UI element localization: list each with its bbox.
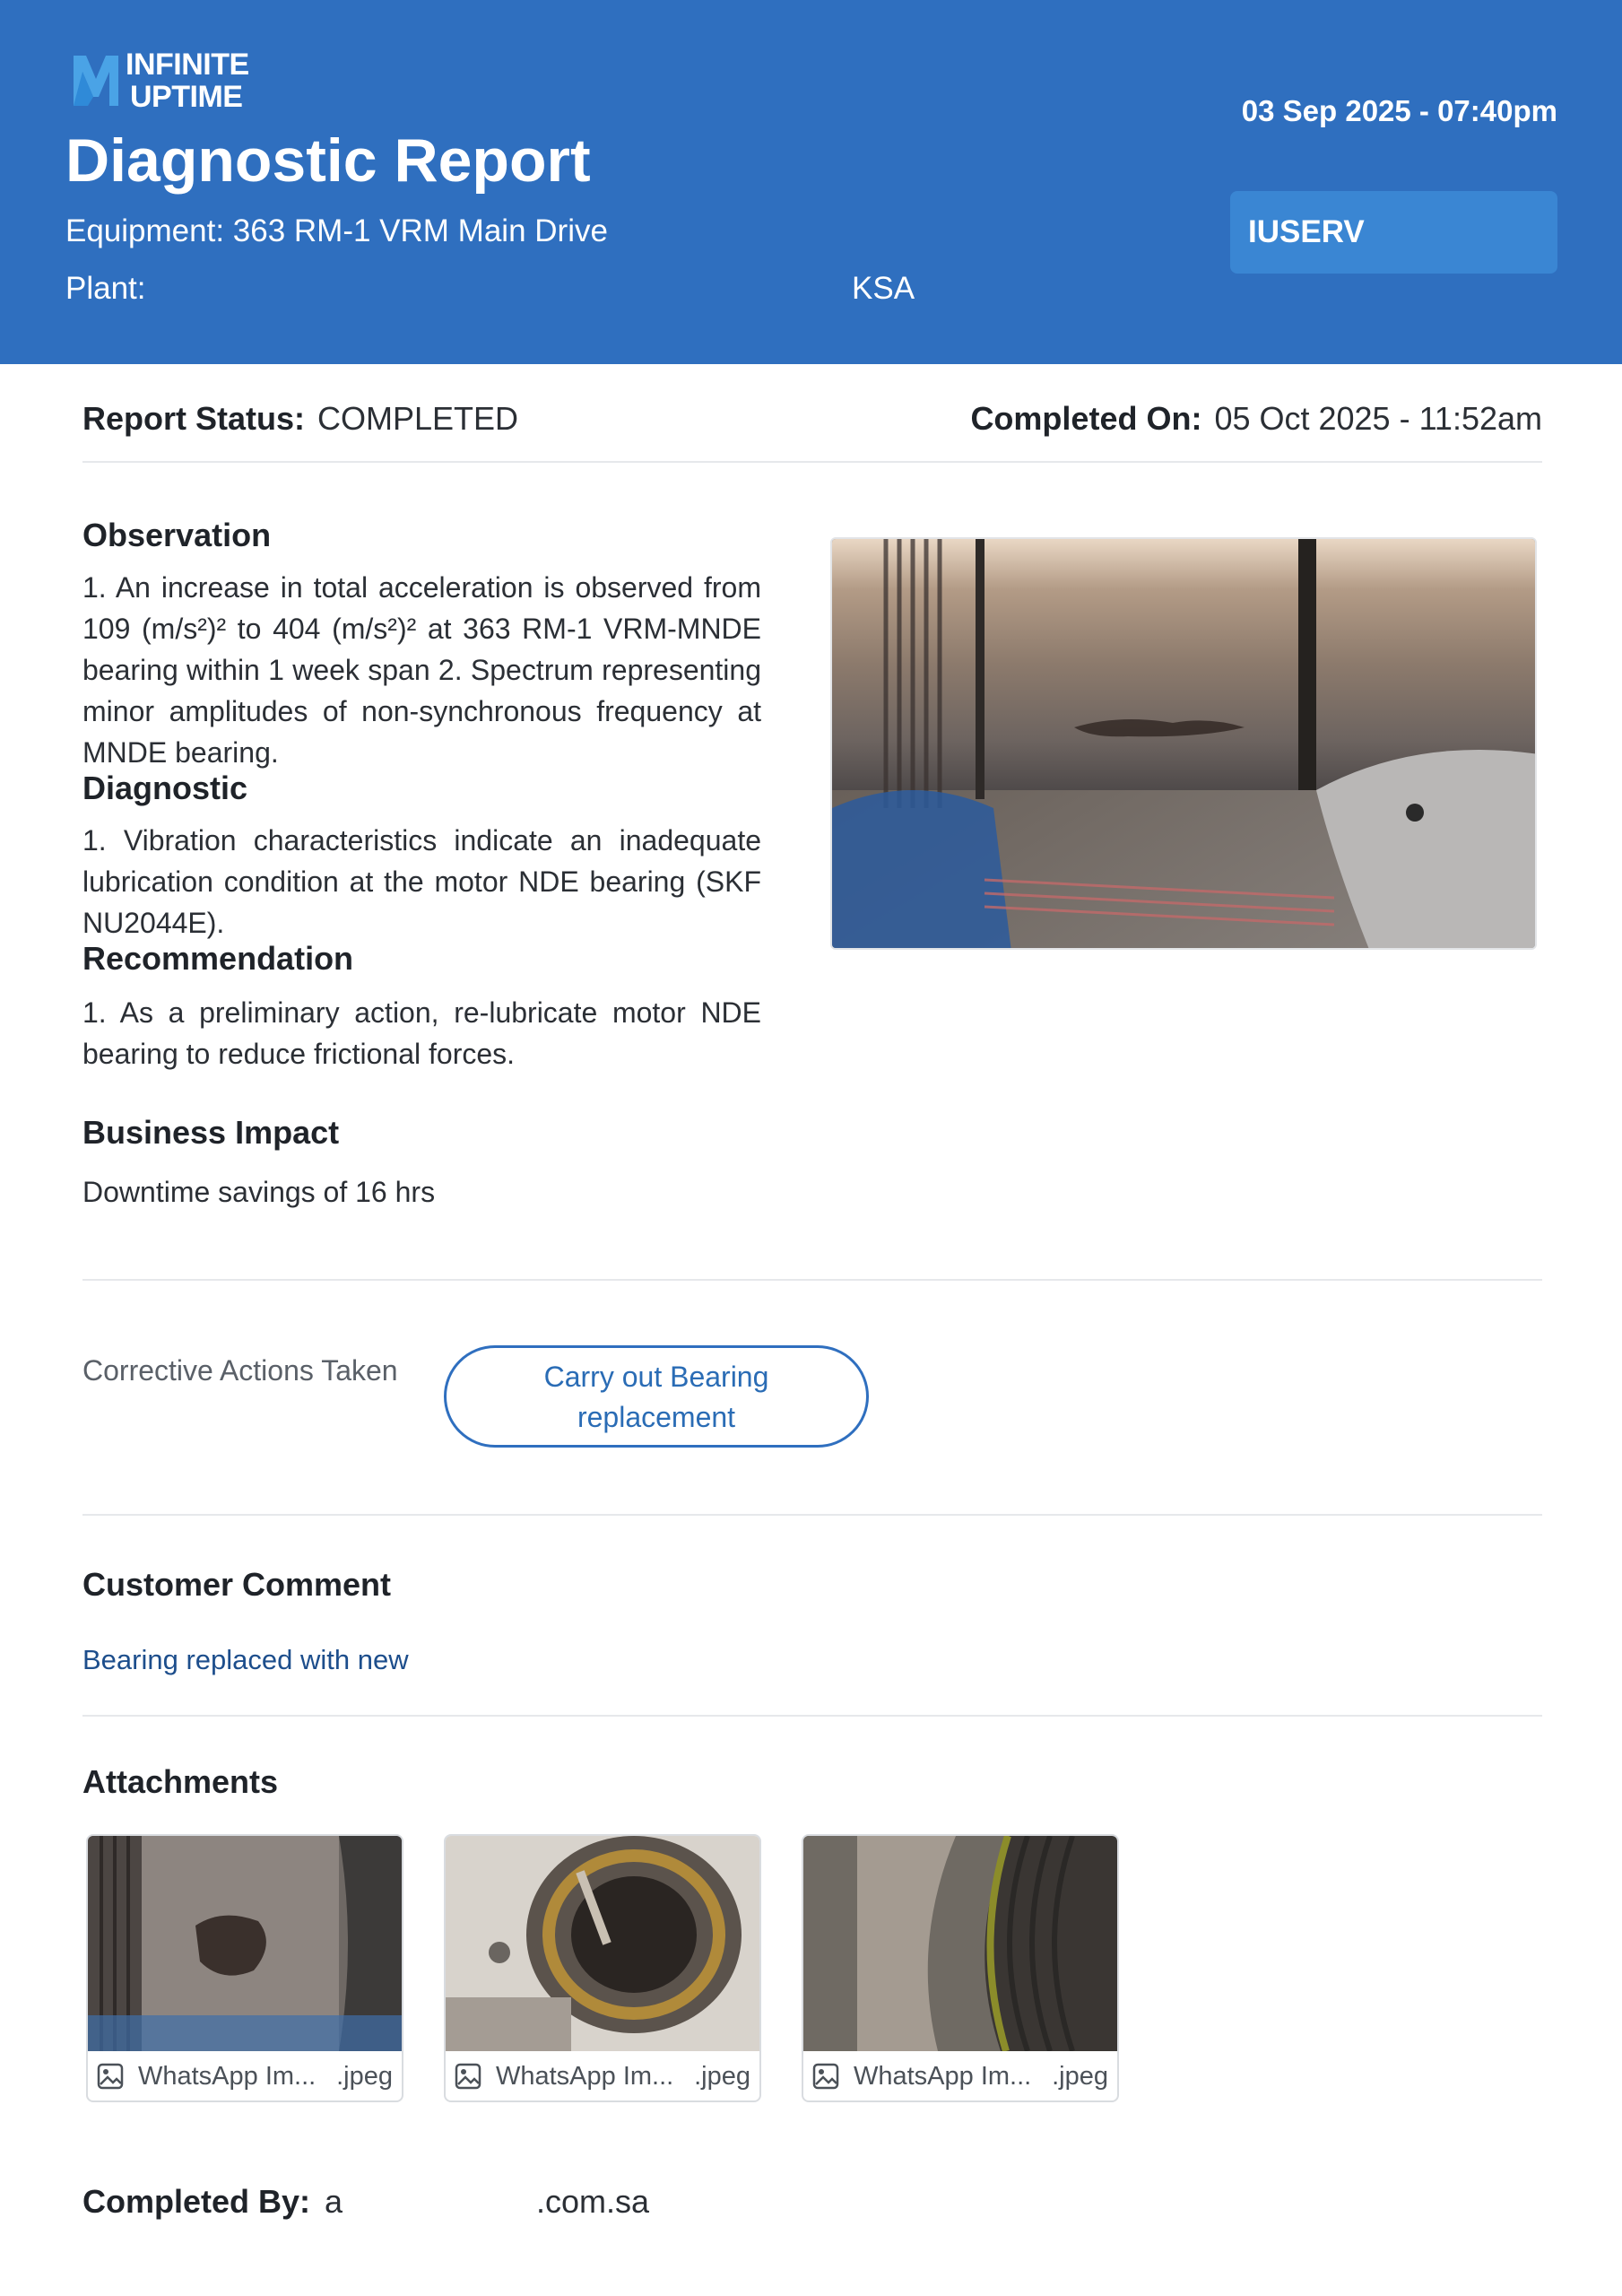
divider <box>82 1715 1542 1717</box>
report-header <box>0 0 1622 364</box>
attachment-thumbnail-icon <box>803 1836 1117 2051</box>
logo-line-1: INFINITE <box>126 48 249 82</box>
completed-by-label: Completed By: <box>82 2183 311 2220</box>
completed-on-label: Completed On: <box>970 400 1202 437</box>
customer-comment-text: Bearing replaced with new <box>82 1644 409 1675</box>
business-impact-title: Business Impact <box>82 1114 340 1151</box>
page-title: Diagnostic Report <box>65 126 591 195</box>
diagnostic-title: Diagnostic <box>82 770 248 806</box>
status-row <box>82 400 1542 445</box>
image-file-icon <box>97 2063 124 2090</box>
observation-title: Observation <box>82 517 272 553</box>
report-status-value: COMPLETED <box>317 400 519 437</box>
attachment-thumbnail-icon <box>88 1836 402 2051</box>
logo-text <box>126 48 249 113</box>
attachment-card[interactable] <box>802 1834 1119 2102</box>
customer-badge-label: IUSERV <box>1248 214 1365 249</box>
completed-by-domain: .com.sa <box>536 2183 650 2220</box>
plant-value: KSA <box>852 271 915 306</box>
corrective-action-line-2: replacement <box>577 1401 736 1433</box>
attachment-card[interactable] <box>86 1834 403 2102</box>
divider <box>82 1514 1542 1516</box>
infinite-uptime-logo-icon <box>70 52 122 109</box>
attachment-card[interactable] <box>444 1834 761 2102</box>
divider <box>82 1279 1542 1281</box>
plant-label: Plant: <box>65 271 146 306</box>
attachment-thumbnail-icon <box>446 1836 759 2051</box>
customer-badge <box>1230 191 1557 274</box>
divider <box>82 461 1542 463</box>
image-file-icon <box>455 2063 481 2090</box>
corrective-action-line-1: Carry out Bearing <box>543 1361 769 1393</box>
attachment-name: WhatsApp Im... <box>854 2062 1032 2091</box>
corrective-action-chip[interactable] <box>444 1345 869 1448</box>
attachment-name: WhatsApp Im... <box>496 2062 674 2091</box>
report-status-label: Report Status: <box>82 400 306 437</box>
attachment-caption <box>803 2051 1117 2100</box>
attachment-name: WhatsApp Im... <box>138 2062 317 2091</box>
shaft-image-icon <box>832 539 1537 950</box>
attachment-ext: .jpeg <box>336 2062 393 2091</box>
recommendation-title: Recommendation <box>82 940 354 977</box>
attachment-caption <box>88 2051 402 2100</box>
equipment-name: Equipment: 363 RM-1 VRM Main Drive <box>65 213 608 248</box>
image-file-icon <box>812 2063 839 2090</box>
completed-by <box>82 2183 650 2221</box>
completed-by-user: a <box>325 2183 343 2220</box>
completed-on-value: 05 Oct 2025 - 11:52am <box>1214 400 1542 437</box>
completed-on <box>970 400 1542 438</box>
corrective-actions-label: Corrective Actions Taken <box>82 1354 398 1387</box>
diagnostic-text: 1. Vibration characteristics indicate an inadequate lubrication condition at the motor NDE bearing (SKF NU2044E). <box>82 824 761 939</box>
observation-text: 1. An increase in total acceleration is observed from 109 (m/s²)² to 404 (m/s²)² at 363 RM-1 VRM-MNDE bearing within 1 week span 2. Spectrum representing minor amplitudes of non-synchronous frequency at MNDE bearing. <box>82 571 761 769</box>
business-impact-text: Downtime savings of 16 hrs <box>82 1176 436 1208</box>
attachment-ext: .jpeg <box>1052 2062 1108 2091</box>
attachment-ext: .jpeg <box>694 2062 750 2091</box>
customer-comment-title: Customer Comment <box>82 1566 392 1603</box>
company-logo <box>70 47 258 113</box>
attachment-caption <box>446 2051 759 2100</box>
report-date: 03 Sep 2025 - 07:40pm <box>1241 94 1557 127</box>
recommendation-text: 1. As a preliminary action, re-lubricate motor NDE bearing to reduce frictional forces. <box>82 996 761 1070</box>
logo-line-2: UPTIME <box>130 80 243 114</box>
report-status <box>82 400 518 438</box>
attachments-title: Attachments <box>82 1763 279 1800</box>
equipment-photo[interactable] <box>830 537 1537 950</box>
